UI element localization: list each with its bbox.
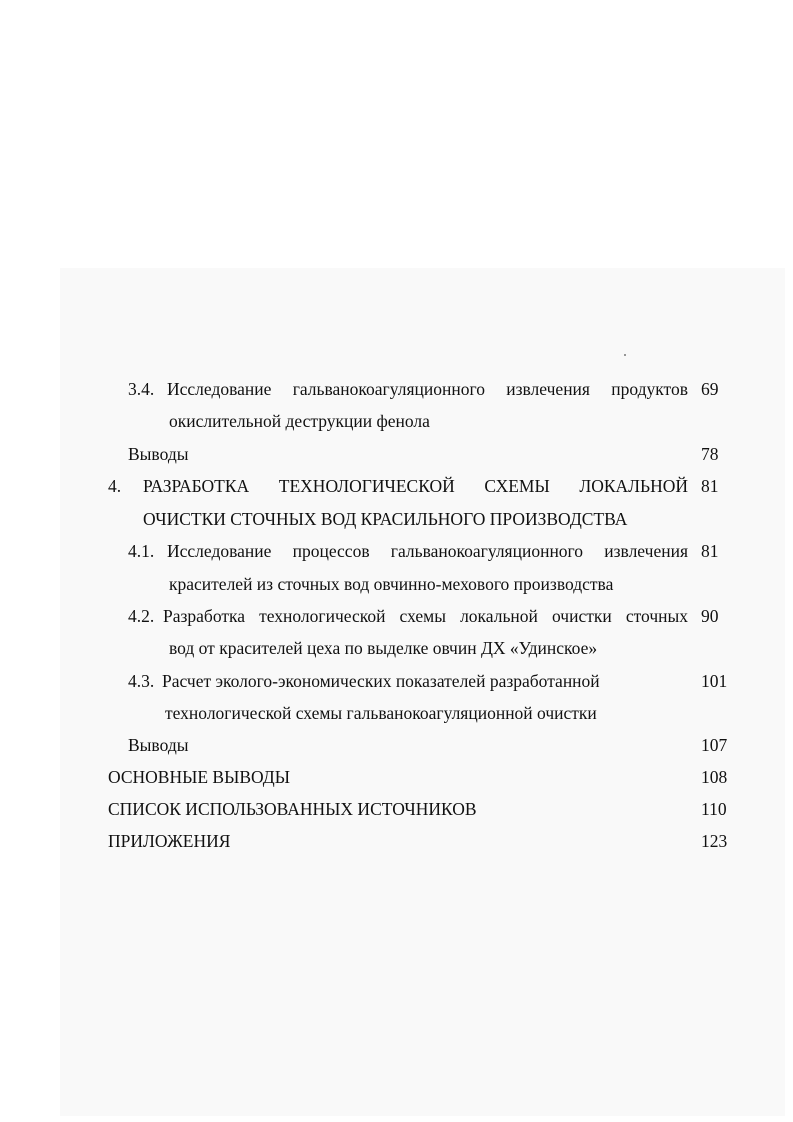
toc-entry-page: 81	[701, 476, 719, 496]
toc-entry-number: 4.3.	[128, 671, 155, 691]
toc-entry-title-line1: Расчет эколого-экономических показателей разработанной	[162, 671, 600, 691]
toc-entry-page: 107	[701, 735, 728, 755]
toc-entry-title-line1: Исследование процессов гальванокоагуляционного извлечения	[167, 541, 688, 561]
toc-entry-title: СПИСОК ИСПОЛЬЗОВАННЫХ ИСТОЧНИКОВ	[108, 799, 477, 819]
toc-entry-number: 3.4.	[128, 379, 155, 399]
toc-entry-title-line1: Исследование гальванокоагуляционного извлечения продуктов	[167, 379, 688, 399]
toc-entry-title: Выводы	[128, 735, 189, 755]
toc-entry-number: 4.	[108, 476, 122, 496]
toc-entry-title: Выводы	[128, 444, 189, 464]
toc-entry-page: 123	[701, 831, 728, 851]
toc-entry-page: 90	[701, 606, 719, 626]
toc-entry-title-line2: ОЧИСТКИ СТОЧНЫХ ВОД КРАСИЛЬНОГО ПРОИЗВОДСТВА	[143, 509, 628, 529]
toc-entry-title: ОСНОВНЫЕ ВЫВОДЫ	[108, 767, 291, 787]
toc-entry-title-line1: РАЗРАБОТКА ТЕХНОЛОГИЧЕСКОЙ СХЕМЫ ЛОКАЛЬНОЙ	[143, 476, 688, 496]
toc-entry-title-line2: красителей из сточных вод овчинно-мехового производства	[169, 574, 614, 594]
toc-entry-title-line2: окислительной деструкции фенола	[169, 411, 430, 431]
toc-entry-number: 4.1.	[128, 541, 155, 561]
toc-entry-title: ПРИЛОЖЕНИЯ	[108, 831, 231, 851]
toc-entry-page: 69	[701, 379, 719, 399]
toc-entry-page: 108	[701, 767, 728, 787]
toc-entry-page: 110	[701, 799, 727, 819]
toc-entry-page: 78	[701, 444, 719, 464]
toc-entry-title-line2: вод от красителей цеха по выделке овчин ДХ «Удинское»	[169, 638, 598, 658]
toc-entry-page: 101	[701, 671, 728, 691]
toc-entry-title-line2: технологической схемы гальванокоагуляционной очистки	[165, 703, 597, 723]
toc-entry-number: 4.2.	[128, 606, 155, 626]
toc-entry-title-line1: Разработка технологической схемы локальной очистки сточных	[163, 606, 688, 626]
toc-entry-page: 81	[701, 541, 719, 561]
